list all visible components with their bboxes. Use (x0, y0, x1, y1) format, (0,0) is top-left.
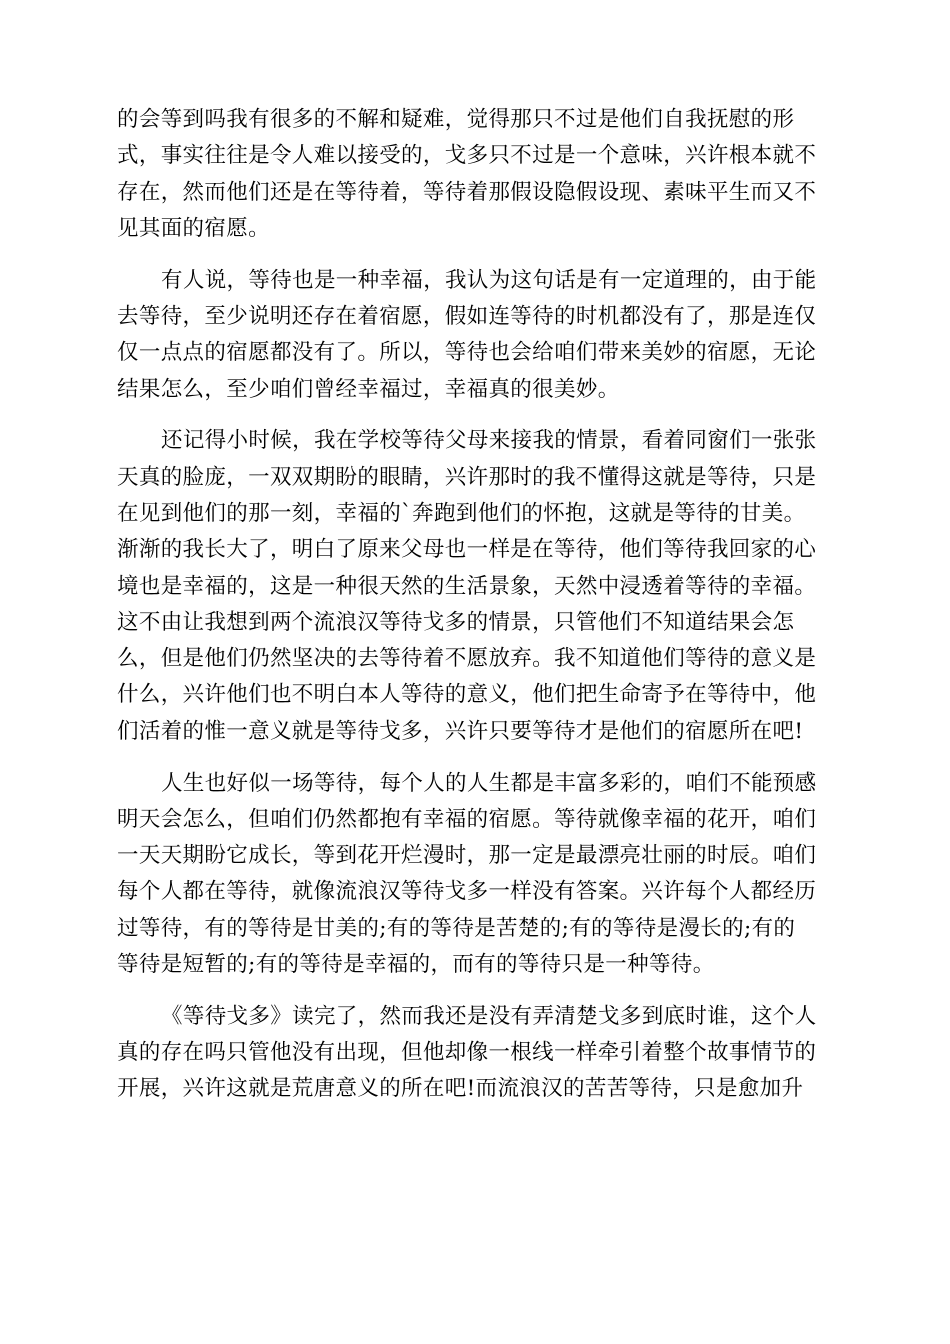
text-line: 什么，兴许他们也不明白本人等待的意义，他们把生命寄予在等待中，他 (117, 682, 817, 708)
text-line: 存在，然而他们还是在等待着，等待着那假设隐假设现、素味平生而又不 (117, 179, 817, 205)
text-line: 仅一点点的宿愿都没有了。所以，等待也会给咱们带来美妙的宿愿，无论 (117, 340, 817, 366)
text-line: 天真的脸庞，一双双期盼的眼睛，兴许那时的我不懂得这就是等待，只是 (117, 464, 817, 490)
paragraph-1 (117, 102, 837, 247)
text-line: 的会等到吗我有很多的不解和疑难，觉得那只不过是他们自我抚慰的形 (117, 107, 795, 132)
document-page (117, 102, 837, 1123)
paragraph-2 (117, 263, 837, 408)
text-line: 渐渐的我长大了，明白了原来父母也一样是在等待，他们等待我回家的心 (117, 537, 817, 563)
text-line: 这不由让我想到两个流浪汉等待戈多的情景，只管他们不知道结果会怎 (117, 609, 795, 635)
text-line: 见其面的宿愿。 (117, 215, 270, 241)
paragraph-4 (117, 766, 837, 984)
text-line: 人生也好似一场等待，每个人的人生都是丰富多彩的，咱们不能预感 (161, 770, 817, 796)
text-line: 还记得小时候，我在学校等待父母来接我的情景，看着同窗们一张张 (161, 428, 817, 454)
text-line: 过等待，有的等待是甘美的;有的等待是苦楚的;有的等待是漫长的;有的 (117, 915, 796, 941)
text-line: 真的存在吗只管他没有出现，但他却像一根线一样牵引着整个故事情节的 (117, 1040, 817, 1066)
paragraph-5 (117, 999, 837, 1108)
text-line: 《等待戈多》读完了，然而我还是没有弄清楚戈多到底时谁，这个人 (161, 1003, 817, 1029)
text-line: 境也是幸福的，这是一种很天然的生活景象，天然中浸透着等待的幸福。 (117, 573, 817, 599)
text-line: 们活着的惟一意义就是等待戈多，兴许只要等待才是他们的宿愿所在吧! (117, 718, 804, 744)
text-line: 式，事实往往是令人难以接受的，戈多只不过是一个意味，兴许根本就不 (117, 143, 817, 169)
text-line: 结果怎么，至少咱们曾经幸福过，幸福真的很美妙。 (117, 376, 620, 402)
text-line: 开展，兴许这就是荒唐意义的所在吧!而流浪汉的苦苦等待，只是愈加升 (117, 1076, 804, 1102)
text-line: 么，但是他们仍然坚决的去等待着不愿放弃。我不知道他们等待的意义是 (117, 646, 817, 672)
paragraph-3 (117, 423, 837, 750)
text-line: 去等待，至少说明还存在着宿愿，假如连等待的时机都没有了，那是连仅 (117, 303, 817, 329)
text-line: 一天天期盼它成长，等到花开烂漫时，那一定是最漂亮壮丽的时辰。咱们 (117, 843, 817, 869)
text-line: 在见到他们的那一刻，幸福的`奔跑到他们的怀抱，这就是等待的甘美。 (117, 500, 806, 526)
text-line: 等待是短暂的;有的等待是幸福的，而有的等待只是一种等待。 (117, 952, 715, 978)
text-line: 明天会怎么，但咱们仍然都抱有幸福的宿愿。等待就像幸福的花开，咱们 (117, 806, 817, 832)
text-line: 每个人都在等待，就像流浪汉等待戈多一样没有答案。兴许每个人都经历 (117, 879, 817, 905)
text-line: 有人说，等待也是一种幸福，我认为这句话是有一定道理的，由于能 (161, 267, 817, 293)
